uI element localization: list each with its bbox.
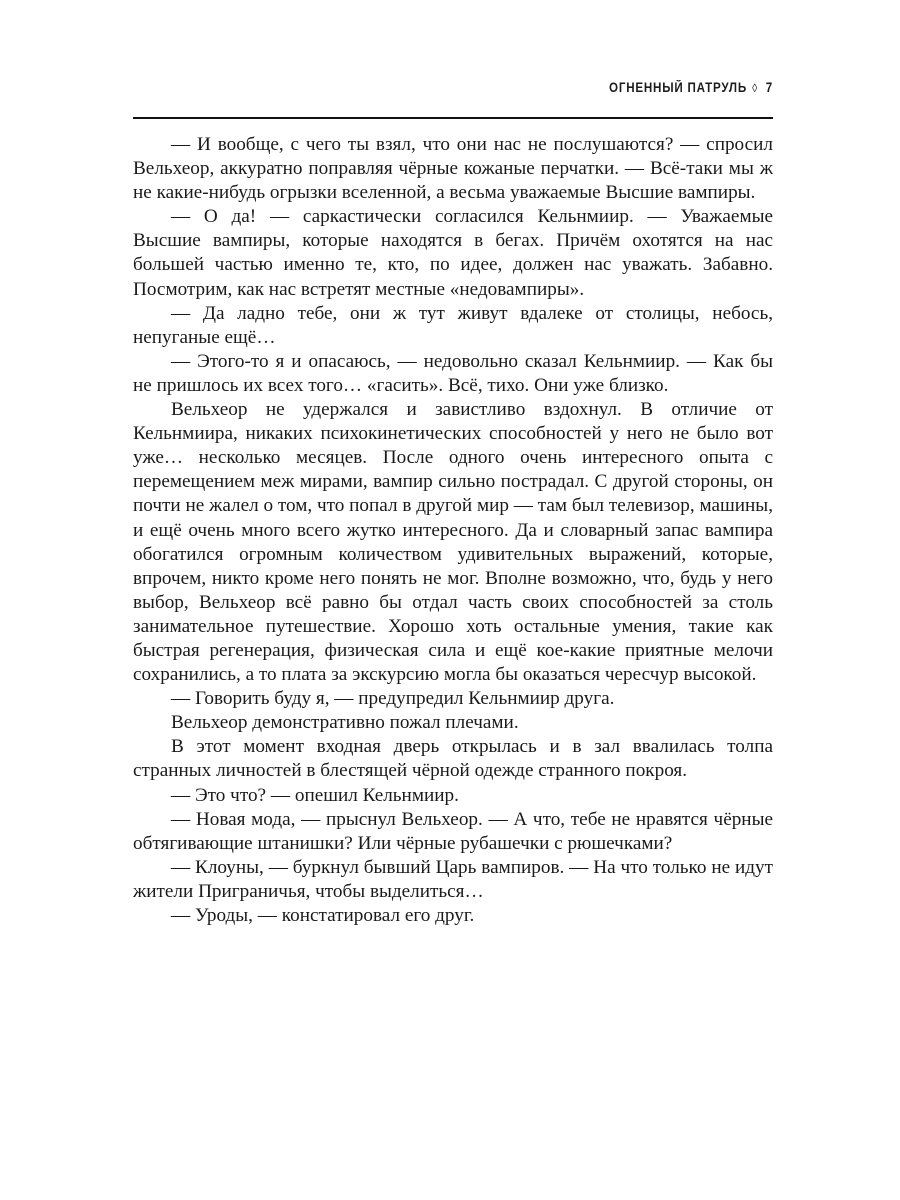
body-text-block [133,133,773,928]
paragraph: В этот момент входная дверь открылась и в зал ввалилась толпа странных личностей в блестящей чёрной одежде странного покроя. [133,736,773,782]
paragraph: — И вообще, с чего ты взял, что они нас не послушаются? — спросил Вельхеор, аккуратно поправляя чёрные кожаные перчатки. — Всё-таки мы ж не какие-нибудь огрызки вселенной, а весьма уважаемые Высшие вампиры. [133,134,773,204]
running-head [223,80,773,95]
paragraph: Вельхеор не удержался и завистливо вздохнул. В отличие от Кельнмиира, никаких психокинетических способностей у него не было вот уже… несколько месяцев. После одного очень интересного опыта с перемещением меж мирами, вампир сильно пострадал. С другой стороны, он почти не жалел о том, что попал в другой мир — там был телевизор, машины, и ещё очень много всего жутко интересного. Да и словарный запас вампира обогатился огромным количеством удивительных выражений, которые, впрочем, никто кроме него понять не мог. Вполне возможно, что, будь у него выбор, Вельхеор всё равно бы отдал часть своих способностей за столь занимательное путешествие. Хорошо хоть остальные умения, такие как быстрая регенерация, физическая сила и ещё кое-какие приятные мелочи сохранились, а то плата за экскурсию могла бы оказаться чересчур высокой. [133,399,773,686]
paragraph: Вельхеор демонстративно пожал плечами. [171,712,519,734]
paragraph: — Новая мода, — прыснул Вельхеор. — А что, тебе не нравятся чёрные обтягивающие штанишки? Или чёрные рубашечки с рюшечками? [133,808,773,854]
page-number: 7 [765,80,773,95]
paragraph: — Этого-то я и опасаюсь, — недовольно сказал Кельнмиир. — Как бы не пришлось их всех того… «гасить». Всё, тихо. Они уже близко. [133,350,773,396]
paragraph: — Говорить буду я, — предупредил Кельнмиир друга. [171,688,615,710]
paragraph: — Это что? — опешил Кельнмиир. [171,784,459,806]
paragraph: — О да! — саркастически согласился Кельнмиир. — Уважаемые Высшие вампиры, которые находятся в бегах. Причём охотятся на нас большей частью именно те, кто, по идее, должен нас уважать. Забавно. Посмотрим, как нас встретят местные «недовампиры». [133,206,773,300]
paragraph: — Уроды, — констатировал его друг. [171,905,475,926]
paragraph: — Клоуны, — буркнул бывший Царь вампиров. — На что только не идут жители Приграничья, чтобы выделиться… [133,856,773,902]
running-head-title: ОГНЕННЫЙ ПАТРУЛЬ [609,80,747,95]
paragraph: — Да ладно тебе, они ж тут живут вдалеке от столицы, небось, непуганые ещё… [133,302,773,348]
lozenge-separator-icon: ◊ [752,80,759,95]
header-divider-rule [133,117,773,119]
